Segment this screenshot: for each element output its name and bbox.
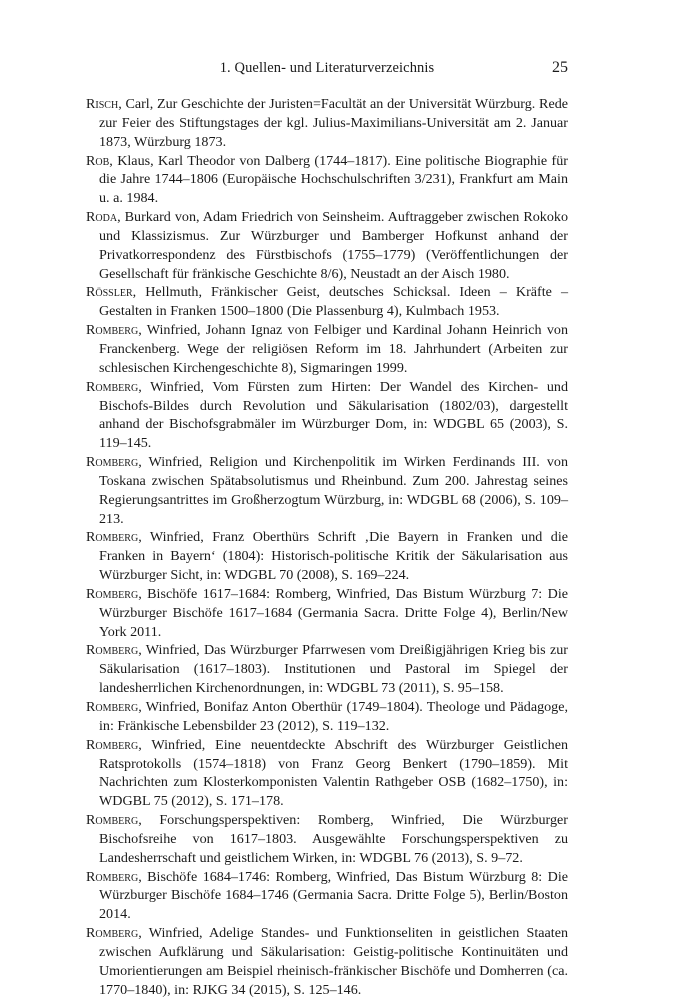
bibliography-entry [86, 283, 568, 321]
entry-author: Roda [86, 209, 118, 226]
bibliography-entry [86, 868, 568, 925]
entry-author: Romberg [86, 378, 139, 395]
page-number: 25 [552, 59, 568, 76]
bibliography-entry [86, 811, 568, 868]
entry-author: Romberg [86, 454, 139, 471]
entry-text: , Forschungsperspektiven: Romberg, Winfried, Die Würzburger Bischofsreihe von 1617–1803. Ausgewählte Forschungsperspektiven zu Landesherrschaft und geistlichem Wirken, in: WDGBL 76 (2013), S. 9–72. [99, 812, 568, 866]
bibliography-entry [86, 698, 568, 736]
entry-author: Romberg [86, 699, 139, 715]
entry-author: Romberg [86, 736, 139, 753]
entry-text: , Winfried, Bonifaz Anton Oberthür (1749–1804). Theologe und Pädagoge, in: Fränkische Lebensbilder 23 (2012), S. 119–132. [99, 699, 568, 734]
entry-text: , Winfried, Johann Ignaz von Felbiger und Kardinal Johann Heinrich von Franckenberg. Wege der religiösen Reform im 18. Jahrhundert (Arbeiten zur schlesischen Kirchengeschichte 8), Sigmaringen 1999. [99, 322, 568, 376]
running-header [86, 60, 568, 80]
bibliography-entry [86, 321, 568, 378]
entry-text: , Winfried, Franz Oberthürs Schrift ‚Die Bayern in Franken und die Franken in Bayern‘ (1804): Historisch-politische Kritik der Säkularisation aus Würzburger Sicht, in: WDGBL 70 (2008), S. 169–224. [99, 529, 568, 584]
entry-author: Romberg [86, 642, 139, 659]
bibliography-entry [86, 585, 568, 642]
entry-text: , Winfried, Adelige Standes- und Funktionseliten in geistlichen Staaten zwischen Aufklärung und Säkularisation: Geistig-politische Kontinuitäten und Umorientierungen am Beispiel rheinisch-fränkischer Bischöfe und Domherren (ca. 1770–1840), in: RJKG 34 (2015), S. 125–146. [99, 925, 568, 998]
entry-text: , Winfried, Das Würzburger Pfarrwesen vom Dreißigjährigen Krieg bis zur Säkularisation (1617–1803). Institutionen und Pastoral im Spiegel der landesherrlichen Kirchenordnungen, in: WDGBL 73 (2011), S. 95–158. [99, 642, 568, 697]
bibliography-entry [86, 453, 568, 528]
bibliography-entry [86, 924, 568, 999]
bibliography-entry [86, 528, 568, 585]
bibliography-entry [86, 208, 568, 283]
bibliography-entry [86, 152, 568, 209]
bibliography-entry [86, 736, 568, 811]
entry-author: Rössler [86, 284, 133, 301]
running-title: 1. Quellen- und Literaturverzeichnis [219, 60, 435, 76]
entry-text: , Burkard von, Adam Friedrich von Seinsheim. Auftraggeber zwischen Rokoko und Klassizismus. Zur Würzburger und Bamberger Hofkunst anhand der Privatkorrespondenz des Fürstbischofs (1755–1779) (Veröffentlichungen der Gesellschaft für fränkische Geschichte 8/6), Neustadt an der Aisch 1980. [99, 209, 568, 282]
bibliography-list [86, 95, 568, 1000]
entry-author: Romberg [86, 812, 139, 829]
entry-text: , Winfried, Vom Fürsten zum Hirten: Der Wandel des Kirchen- und Bischofs-Bildes durch Revolution und Säkularisation (1802/03), dargestellt anhand der Bischofsgrabmäler im Würzburger Dom, in: WDGBL 65 (2003), S. 119–145. [99, 378, 568, 452]
bibliography-entry [86, 641, 568, 698]
entry-author: Romberg [86, 322, 139, 339]
entry-text: , Winfried, Religion und Kirchenpolitik im Wirken Ferdinands III. von Toskana zwischen Spätabsolutismus und Rheinbund. Zum 200. Jahrestag seines Regierungsantrittes im Großherzogtum Würzburg, in: WDGBL 68 (2006), S. 109–213. [99, 454, 568, 527]
entry-author: Romberg [86, 925, 139, 942]
entry-author: Romberg [86, 585, 139, 602]
entry-author: Romberg [86, 868, 139, 885]
entry-text: , Hellmuth, Fränkischer Geist, deutsches Schicksal. Ideen – Kräfte – Gestalten in Franken 1500–1800 (Die Plassenburg 4), Kulmbach 1953. [99, 284, 568, 320]
entry-author: Rob [86, 152, 110, 169]
entry-author: Romberg [86, 529, 139, 546]
entry-text: , Carl, Zur Geschichte der Juristen=Facultät an der Universität Würzburg. Rede zur Feier des Stiftungstages der kgl. Julius-Maximilians-Universität am 2. Januar 1873, Würzburg 1873. [99, 96, 568, 150]
entry-text: , Winfried, Eine neuentdeckte Abschrift des Würzburger Geistlichen Ratsprotokolls (1574–1818) von Franz Georg Benkert (1790–1859). Mit Nachrichten zum Klosterkomponisten Valentin Rathgeber OSB (1682–1750), in: WDGBL 75 (2012), S. 171–178. [99, 736, 568, 810]
entry-text: , Bischöfe 1684–1746: Romberg, Winfried, Das Bistum Würzburg 8: Die Würzburger Bischöfe 1684–1746 (Germania Sacra. Dritte Folge 5), Berlin/Boston 2014. [99, 868, 568, 923]
entry-text: , Bischöfe 1617–1684: Romberg, Winfried, Das Bistum Würzburg 7: Die Würzburger Bischöfe 1617–1684 (Germania Sacra. Dritte Folge 4), Berlin/New York 2011. [99, 585, 568, 640]
entry-text: , Klaus, Karl Theodor von Dalberg (1744–1817). Eine politische Biographie für die Jahre 1744–1806 (Europäische Hochschulschriften 3/231), Frankfurt am Main u. a. 1984. [99, 152, 568, 207]
bibliography-entry [86, 95, 568, 152]
entry-author: Risch [86, 96, 119, 112]
bibliography-entry [86, 378, 568, 453]
